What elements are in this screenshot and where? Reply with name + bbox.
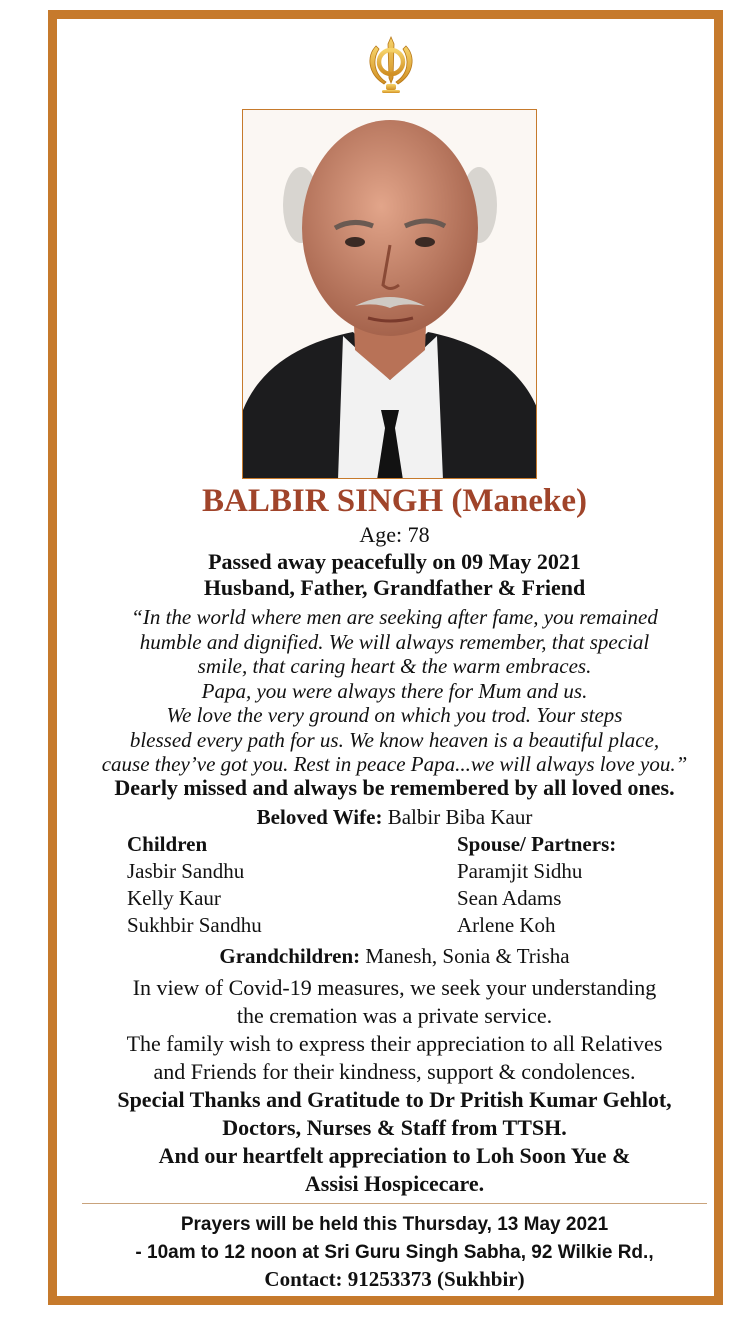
quote-line: We love the very ground on which you trod. Your steps (166, 703, 623, 727)
wife-name: Balbir Biba Kaur (382, 805, 533, 829)
children-list (127, 831, 262, 939)
contact-text: Contact: 91253373 (Sukhbir) (264, 1267, 525, 1291)
roles-text: Husband, Father, Grandfather & Friend (203, 575, 586, 600)
child-name: Jasbir Sandhu (127, 859, 245, 883)
spouse-name: Arlene Koh (457, 913, 556, 937)
prayers-line: - 10am to 12 noon at Sri Guru Singh Sabha, 92 Wilkie Rd., (135, 1242, 654, 1263)
child-name: Sukhbir Sandhu (127, 913, 262, 937)
portrait-photo (242, 109, 537, 479)
deceased-name: BALBIR SINGH (Maneke) (201, 483, 588, 519)
age-text: Age: 78 (359, 522, 430, 547)
children-heading: Children (127, 832, 208, 856)
prayers-info (57, 1211, 732, 1267)
wife-label: Beloved Wife: (256, 805, 383, 829)
prayers-line: Prayers will be held this Thursday, 13 May 2021 (180, 1214, 609, 1235)
spouse-name: Sean Adams (457, 886, 562, 910)
obituary-frame (48, 10, 723, 1305)
grandchildren (57, 944, 732, 969)
divider (82, 1203, 707, 1204)
khanda-icon (360, 34, 422, 96)
dearly-missed-text: Dearly missed and always be remembered by all loved ones. (114, 775, 675, 800)
special-thanks (57, 1086, 732, 1198)
spouse-name: Paramjit Sidhu (457, 859, 583, 883)
covid-line: In view of Covid-19 measures, we seek your understanding (132, 975, 657, 1000)
spouses-heading: Spouse/ Partners: (457, 832, 617, 856)
passed-away-text: Passed away peacefully on 09 May 2021 (208, 549, 581, 574)
thanks-line: Special Thanks and Gratitude to Dr Pritish Kumar Gehlot, (117, 1087, 672, 1112)
heartfelt-line: Assisi Hospicecare. (304, 1171, 485, 1196)
spouses-list (457, 831, 616, 939)
heartfelt-line: And our heartfelt appreciation to Loh Soon Yue & (158, 1143, 631, 1168)
quote-line: smile, that caring heart & the warm embraces. (197, 654, 592, 678)
covid-notice (57, 974, 732, 1086)
quote-line: humble and dignified. We will always remember, that special (139, 629, 650, 654)
quote-line: blessed every path for us. We know heaven is a beautiful place, (129, 727, 660, 752)
beloved-wife (57, 805, 732, 830)
quote-line: “In the world where men are seeking after fame, you remained (131, 605, 658, 629)
grandchildren-names: Manesh, Sonia & Trisha (360, 944, 570, 968)
tribute-quote (57, 605, 732, 777)
covid-line: the cremation was a private service. (236, 1003, 553, 1028)
appreciation-line: The family wish to express their appreciation to all Relatives (126, 1031, 663, 1056)
child-name: Kelly Kaur (127, 886, 221, 910)
appreciation-line: and Friends for their kindness, support & condolences. (153, 1059, 636, 1084)
thanks-line: Doctors, Nurses & Staff from TTSH. (222, 1115, 567, 1140)
quote-line: cause they’ve got you. Rest in peace Papa...we will always love you.” (101, 752, 688, 776)
quote-line: Papa, you were always there for Mum and us. (201, 678, 588, 703)
grandchildren-label: Grandchildren: (219, 944, 361, 968)
